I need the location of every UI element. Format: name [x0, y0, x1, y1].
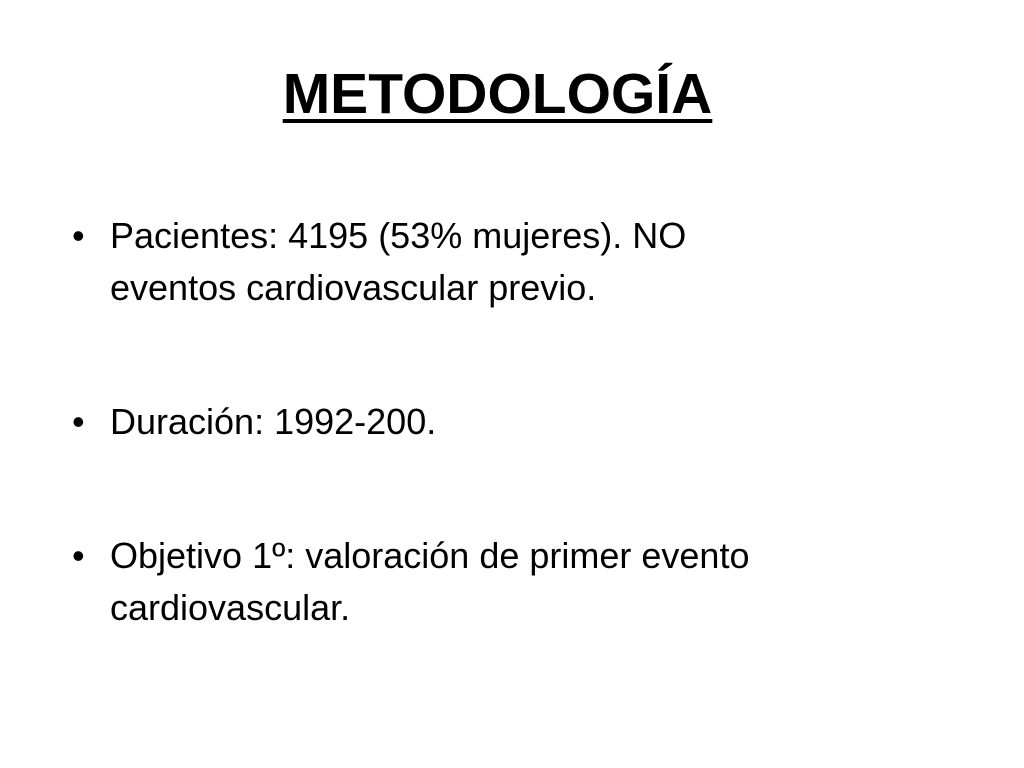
bullet-text-line: Duración: 1992-200. — [110, 401, 437, 442]
slide-title: METODOLOGÍA — [282, 62, 713, 126]
bullet-dot-icon: • — [72, 215, 85, 256]
bullet-list — [72, 210, 972, 634]
bullet-item-objective — [72, 530, 972, 634]
bullet-item-patients — [72, 210, 972, 314]
bullet-dot-icon: • — [72, 535, 85, 576]
bullet-text-line: Pacientes: 4195 (53% mujeres). NO — [110, 215, 687, 256]
bullet-item-duration — [72, 396, 972, 448]
bullet-text-line: cardiovascular. — [110, 587, 351, 628]
bullet-dot-icon: • — [72, 401, 85, 442]
bullet-text-line: Objetivo 1º: valoración de primer evento — [110, 535, 750, 576]
bullet-text-line: eventos cardiovascular previo. — [110, 267, 597, 308]
